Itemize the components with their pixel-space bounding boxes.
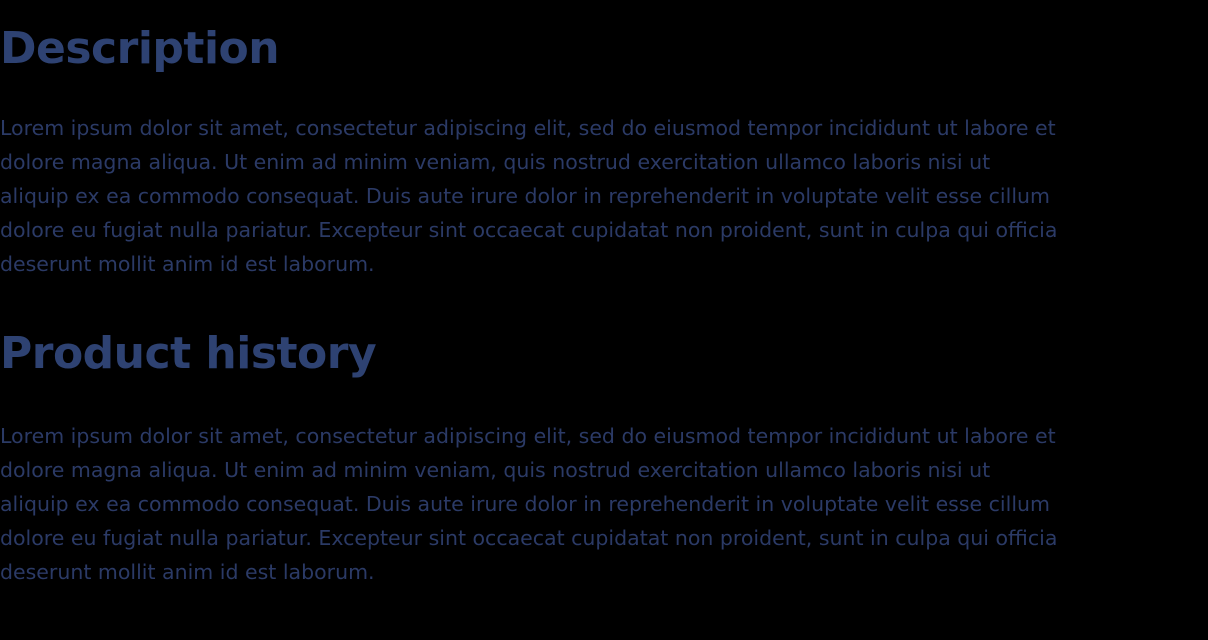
section-description bbox=[0, 24, 1060, 281]
section-product-history bbox=[0, 329, 1060, 588]
description-heading: Description bbox=[0, 23, 280, 74]
description-paragraph: Lorem ipsum dolor sit amet, consectetur adipiscing elit, sed do eiusmod tempor incididunt ut labore et dolore magna aliqua. Ut enim ad minim veniam, quis nostrud exercitation ullamco laboris nisi ut aliquip ex ea commodo consequat. Duis aute irure dolor in reprehenderit in voluptate velit esse cillum dolore eu fugiat nulla pariatur. Excepteur sint occaecat cupidatat non proident, sunt in culpa qui officia deserunt mollit anim id est laborum. bbox=[0, 116, 1058, 277]
product-history-paragraph: Lorem ipsum dolor sit amet, consectetur adipiscing elit, sed do eiusmod tempor incididunt ut labore et dolore magna aliqua. Ut enim ad minim veniam, quis nostrud exercitation ullamco laboris nisi ut aliquip ex ea commodo consequat. Duis aute irure dolor in reprehenderit in voluptate velit esse cillum dolore eu fugiat nulla pariatur. Excepteur sint occaecat cupidatat non proident, sunt in culpa qui officia deserunt mollit anim id est laborum. bbox=[0, 423, 1058, 584]
product-history-heading: Product history bbox=[0, 328, 377, 380]
